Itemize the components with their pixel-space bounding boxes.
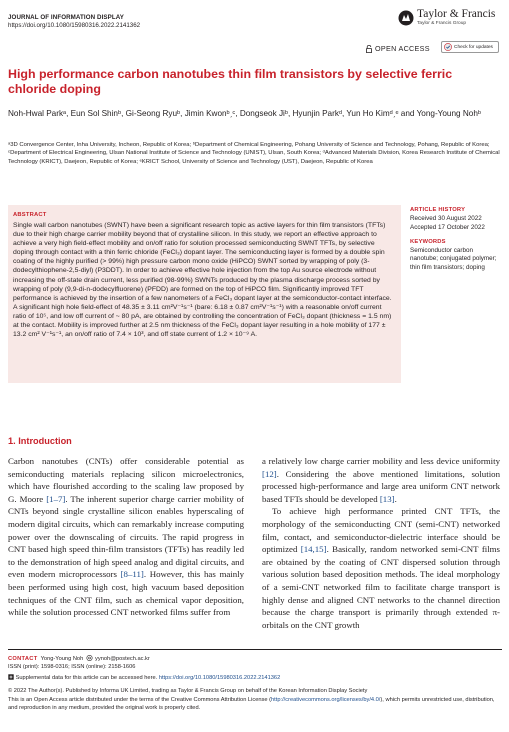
footer-divider (8, 649, 502, 650)
keywords-heading: KEYWORDS (410, 239, 446, 245)
author-list[interactable]: Noh-Hwal Parkᵃ, Eun Sol Shinᵇ, Gi-Seong Ryuᵇ, Jimin Kwonᵇˏᶜ, Dongseok Jiᵇ, Hyunjin Parkᵈ, Yun Ho Kimᵈˏᵉ and Yong-Young Nohᵇ (8, 109, 481, 118)
publisher-logo[interactable] (398, 9, 495, 26)
open-lock-icon (366, 45, 372, 53)
contact-line (8, 655, 504, 664)
affiliations: ᵃ3D Convergence Center, Inha University, Incheon, Republic of Korea; ᵇDepartment of Chemical Engineering, Pohang University of Science and Technology, Pohang, Republic of Korea; ᶜDepartment of Electrical Engineering, Ulsan National Institute of Science and Technology (UNIST), Ulsan, South Korea; ᵈAdvanced Materials Division, Korea Research Institute of Chemical Technology (KRICT), Daejeon, Republic of Korea; ᵉKRICT School, University of Science and Technology (UST), Daejeon, Republic of Korea (8, 142, 500, 165)
journal-name: JOURNAL OF INFORMATION DISPLAY (8, 14, 124, 21)
text-run: a relatively low charge carrier mobility and less device uniformity (262, 456, 500, 466)
license-text-part: ), which permits unrestricted use, distribution, and reproduction in any medium, provided the original work is properly cited. (8, 697, 495, 711)
citation-link[interactable]: [8–11] (120, 569, 144, 580)
open-access-text: OPEN ACCESS (375, 44, 430, 53)
doi-link[interactable]: https://doi.org/10.1080/15980316.2022.2141362 (8, 22, 141, 29)
text-run: Carbon nanotubes (CNTs) offer considerable potential as semiconducting materials replacing silicon microelectronics, which have flourished according to the scaling law proposed by G. Moore (8, 456, 244, 504)
supplemental-line (8, 674, 504, 683)
check-for-updates-button[interactable] (441, 41, 499, 53)
check-updates-icon (444, 43, 452, 51)
email-icon (86, 655, 93, 661)
intro-right-column (262, 455, 500, 631)
article-title: High performance carbon nanotubes thin film transistors by selective ferric chloride doping (8, 67, 453, 96)
intro-paragraph (262, 455, 500, 505)
article-history-heading: ARTICLE HISTORY (410, 207, 466, 213)
contact-label: CONTACT (8, 656, 38, 662)
section-heading-introduction: 1. Introduction (8, 436, 72, 446)
citation-link[interactable]: [12] (262, 468, 277, 479)
intro-paragraph (8, 455, 244, 619)
check-updates-text: Check for updates (454, 44, 493, 50)
citation-link[interactable]: [13] (379, 493, 395, 504)
accepted-date: Accepted 17 October 2022 (410, 223, 485, 231)
publisher-subname: Taylor & Francis Group (417, 21, 467, 26)
citation-link[interactable]: [1–7] (46, 493, 66, 504)
text-run: . Considering the above mentioned limitations, solution processed high-performance and large area uniform CNT network based TFTs should be developed (262, 468, 500, 504)
contact-email-link[interactable]: yynoh@postech.ac.kr (95, 656, 150, 662)
issn-line: ISSN (print): 1598-0316; ISSN (online): 2158-1606 (8, 664, 136, 670)
text-run: . The inherent superior charge carrier mobility of CNTs beyond single crystalline silicon enables hyperscaling of modern digital circuits, which can remarkably increase computing power over the downscaling of circuits. The rapid progress in CNT based high speed thin-film transistors (TFTs) has readily led to the demonstration of high speed analog and digital circuits, and even modern microprocessors (8, 493, 244, 580)
taylor-francis-logo-icon (398, 10, 414, 26)
supplemental-text: Supplemental data for this article can be accessed here. (15, 675, 159, 681)
intro-left-column (8, 455, 244, 619)
open-access-label (366, 44, 430, 53)
citation-link[interactable]: [14,15] (300, 544, 327, 555)
license-link[interactable]: http://creativecommons.org/licenses/by/4.0/ (271, 697, 381, 703)
copyright-line: © 2022 The Author(s). Published by Informa UK Limited, trading as Taylor & Francis Group on behalf of the Korean Information Display Society (8, 688, 368, 694)
keywords-text: Semiconductor carbon nanotube; conjugated polymer; thin film transistors; doping (410, 247, 497, 271)
text-run: . (394, 493, 397, 504)
license-text (8, 697, 504, 712)
abstract-text: Single wall carbon nanotubes (SWNT) have been a significant research topic as active layers for thin film transistors (TFTs) due to their high charge carrier mobility beyond that of crystalline silicon. In this study, we report an effective approach to achieve a very high field-effect mobility and on/off ratio for solution processed semiconducting SWNT TFTs, by selective doping through contact with a thin ferric chloride (FeCl₃) dopant layer. The semiconducting layer is formed by a double spin coating of the highly purified (> 99%) high pressure carbon mono oxide (HiPCO) SWNT sorted by wrapping of poly (3-dodecylthiophene-2,5-diyl) (P3DDT). In order to achieve effective hole injection from the top Au source electrode without increasing the off-state drain current, less purified (98-99%) SWNTs produced by the plasma discharge process sorted by wrapping of poly (9,9-di-n-dodecylfluorene) (PFDD) are formed on the top of HiPCO film. Significantly improved TFT performance is achieved by the insertion of a few nanometers of a FeCl₃ dopant layer at the semiconductor-contact interface. A significant high hole field-effect of 48.35 ± 3.11 cm²V⁻¹s⁻¹ (bare: 6.18 ± 0.87 cm²V⁻¹s⁻¹) with a reasonable on/off current ratio of 10⁵, and low off current of ~ 80 pA, are obtained by controlling the concentration of FeCl₃ dopant (thickness = 1.5 nm) at the contact. Mobility is improved further at 2.5 nm thickness of the FeCl₃ dopant layer resulting in a hole mobility of 177 ± 13.2 cm² V⁻¹s⁻¹, an on/off ratio of 7.4 × 10³, and off state current of 1.2 × 10⁻⁹ A. (13, 222, 392, 339)
intro-paragraph (262, 505, 500, 631)
publisher-name: Taylor & Francis (417, 8, 496, 20)
abstract-heading: ABSTRACT (13, 212, 47, 218)
supplemental-data-icon (8, 674, 14, 680)
received-date: Received 30 August 2022 (410, 215, 482, 222)
license-text-part: This is an Open Access article distributed under the terms of the Creative Commons Attribution License ( (8, 697, 272, 703)
text-run: To achieve high performance printed CNT TFTs, the morphology of the semiconducting CNT (semi-CNT) networked film, contact, and semiconductor-dielectric interface should be optimized (262, 506, 500, 555)
text-run: . However, this has mainly been performed using high cost, high vacuum based deposition techniques of the CNT film, such as chemical vapor deposition, while the solution processed CNT networked films suffer from (8, 569, 245, 618)
contact-name: Yong-Young Noh (40, 656, 84, 662)
text-run: . Basically, random networked semi-CNT films are obtained by the coating of CNT dispersed solution through various solution based deposition methods. The ideal morphology of a semi-CNT networked film to facilitate charge transport is highly dense and aligned CNT networks to the channel direction because the charge transport is primarily through extended π-orbitals on the CNT growth (262, 544, 500, 630)
supplemental-link[interactable]: https://doi.org/10.1080/15980316.2022.2141362 (158, 675, 281, 681)
